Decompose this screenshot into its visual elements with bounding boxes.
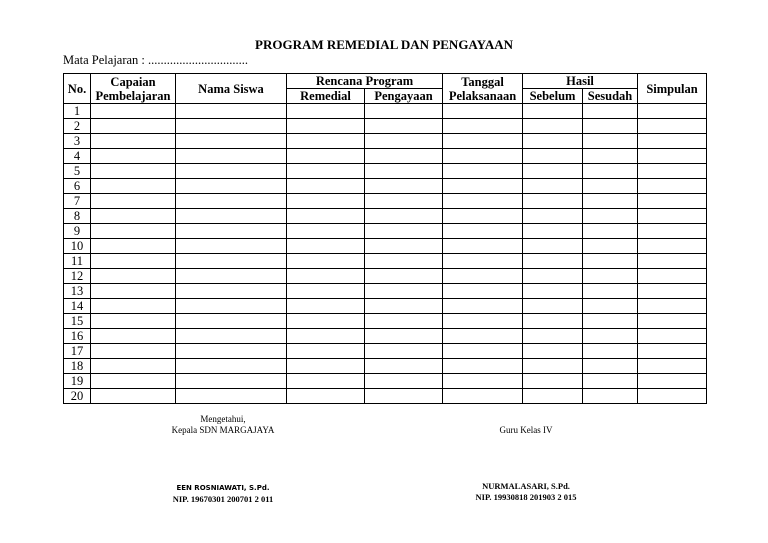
table-cell bbox=[443, 179, 523, 194]
table-cell bbox=[176, 209, 287, 224]
row-number: 17 bbox=[64, 344, 91, 359]
table-cell bbox=[91, 359, 176, 374]
table-row bbox=[64, 239, 707, 254]
table-cell bbox=[287, 329, 365, 344]
left-signature-block bbox=[143, 414, 303, 436]
row-number: 15 bbox=[64, 314, 91, 329]
table-row bbox=[64, 224, 707, 239]
table-cell bbox=[91, 134, 176, 149]
row-number: 6 bbox=[64, 179, 91, 194]
header-capaian bbox=[91, 74, 176, 104]
header-sesudah: Sesudah bbox=[583, 89, 638, 104]
table-cell bbox=[287, 299, 365, 314]
table-cell bbox=[523, 299, 583, 314]
row-number: 3 bbox=[64, 134, 91, 149]
table-cell bbox=[638, 164, 707, 179]
table-row bbox=[64, 149, 707, 164]
table-cell bbox=[91, 224, 176, 239]
table-cell bbox=[91, 164, 176, 179]
table-cell bbox=[583, 194, 638, 209]
table-cell bbox=[523, 179, 583, 194]
table-cell bbox=[365, 329, 443, 344]
table-cell bbox=[638, 284, 707, 299]
table-cell bbox=[583, 254, 638, 269]
table-row bbox=[64, 269, 707, 284]
table-cell bbox=[523, 314, 583, 329]
table-cell bbox=[523, 329, 583, 344]
table-cell bbox=[287, 164, 365, 179]
table-cell bbox=[583, 329, 638, 344]
table-cell bbox=[523, 344, 583, 359]
table-row bbox=[64, 134, 707, 149]
table-cell bbox=[583, 104, 638, 119]
table-cell bbox=[287, 314, 365, 329]
table-cell bbox=[523, 224, 583, 239]
document-title: PROGRAM REMEDIAL DAN PENGAYAAN bbox=[255, 37, 513, 52]
row-number: 5 bbox=[64, 164, 91, 179]
header-tanggal-line2: Pelaksanaan bbox=[448, 88, 517, 103]
table-cell bbox=[176, 194, 287, 209]
table-cell bbox=[91, 149, 176, 164]
table-cell bbox=[638, 314, 707, 329]
table-cell bbox=[583, 239, 638, 254]
row-number: 10 bbox=[64, 239, 91, 254]
table-cell bbox=[365, 164, 443, 179]
table-cell bbox=[365, 239, 443, 254]
table-cell bbox=[443, 209, 523, 224]
table-cell bbox=[443, 329, 523, 344]
table-cell bbox=[176, 314, 287, 329]
table-cell bbox=[91, 269, 176, 284]
table-cell bbox=[523, 389, 583, 404]
table-row bbox=[64, 104, 707, 119]
table-cell bbox=[365, 134, 443, 149]
table-cell bbox=[287, 194, 365, 209]
table-cell bbox=[91, 284, 176, 299]
table-cell bbox=[91, 299, 176, 314]
table-cell bbox=[365, 284, 443, 299]
table-cell bbox=[91, 254, 176, 269]
table-cell bbox=[583, 179, 638, 194]
table-cell bbox=[638, 119, 707, 134]
row-number: 7 bbox=[64, 194, 91, 209]
table-cell bbox=[176, 329, 287, 344]
header-hasil: Hasil bbox=[523, 74, 638, 89]
table-cell bbox=[91, 239, 176, 254]
table-row bbox=[64, 254, 707, 269]
table-cell bbox=[365, 359, 443, 374]
table-cell bbox=[443, 344, 523, 359]
table-cell bbox=[443, 224, 523, 239]
table-cell bbox=[287, 104, 365, 119]
table-cell bbox=[91, 314, 176, 329]
right-signature-names bbox=[436, 481, 616, 503]
table-cell bbox=[523, 374, 583, 389]
table-cell bbox=[583, 119, 638, 134]
table-cell bbox=[365, 314, 443, 329]
row-number: 9 bbox=[64, 224, 91, 239]
table-row bbox=[64, 314, 707, 329]
table-cell bbox=[91, 389, 176, 404]
table-row bbox=[64, 179, 707, 194]
table-cell bbox=[583, 314, 638, 329]
left-signature-name: EEN ROSNIAWATI, S.Pd. bbox=[176, 484, 270, 492]
row-number: 18 bbox=[64, 359, 91, 374]
table-cell bbox=[176, 374, 287, 389]
table-cell bbox=[638, 269, 707, 284]
table-cell bbox=[443, 149, 523, 164]
table-cell bbox=[638, 134, 707, 149]
table-cell bbox=[287, 254, 365, 269]
table-cell bbox=[365, 389, 443, 404]
table-cell bbox=[638, 329, 707, 344]
table-cell bbox=[287, 224, 365, 239]
left-signature-names bbox=[133, 483, 313, 505]
table-cell bbox=[176, 224, 287, 239]
table-row bbox=[64, 359, 707, 374]
table-cell bbox=[287, 179, 365, 194]
table-cell bbox=[638, 239, 707, 254]
table-cell bbox=[176, 119, 287, 134]
table-cell bbox=[583, 134, 638, 149]
table-cell bbox=[443, 359, 523, 374]
header-rencana-program: Rencana Program bbox=[287, 74, 443, 89]
header-capaian-line1: Capaian bbox=[110, 74, 156, 89]
table-cell bbox=[638, 194, 707, 209]
table-cell bbox=[523, 194, 583, 209]
table-row bbox=[64, 299, 707, 314]
row-number: 14 bbox=[64, 299, 91, 314]
right-signature-name: NURMALASARI, S.Pd. bbox=[482, 481, 570, 491]
table-cell bbox=[365, 224, 443, 239]
table-row bbox=[64, 284, 707, 299]
table-cell bbox=[638, 359, 707, 374]
table-cell bbox=[287, 344, 365, 359]
table-cell bbox=[287, 359, 365, 374]
table-cell bbox=[583, 149, 638, 164]
header-sebelum: Sebelum bbox=[523, 89, 583, 104]
table-cell bbox=[287, 134, 365, 149]
table-row bbox=[64, 344, 707, 359]
header-tanggal bbox=[443, 74, 523, 104]
table-cell bbox=[91, 329, 176, 344]
table-row bbox=[64, 164, 707, 179]
header-nama-siswa: Nama Siswa bbox=[176, 74, 287, 104]
table-cell bbox=[443, 374, 523, 389]
header-pengayaan: Pengayaan bbox=[365, 89, 443, 104]
table-cell bbox=[176, 359, 287, 374]
table-cell bbox=[583, 164, 638, 179]
table-cell bbox=[443, 134, 523, 149]
table-cell bbox=[523, 149, 583, 164]
table-cell bbox=[583, 344, 638, 359]
table-cell bbox=[91, 209, 176, 224]
table-cell bbox=[443, 299, 523, 314]
table-cell bbox=[443, 164, 523, 179]
row-number: 8 bbox=[64, 209, 91, 224]
table-cell bbox=[583, 374, 638, 389]
table-cell bbox=[365, 179, 443, 194]
table-row bbox=[64, 329, 707, 344]
table-cell bbox=[91, 344, 176, 359]
table-cell bbox=[365, 104, 443, 119]
left-signature-label2: Kepala SDN MARGAJAYA bbox=[171, 425, 275, 435]
table-cell bbox=[523, 209, 583, 224]
table-cell bbox=[523, 284, 583, 299]
left-signature-label1: Mengetahui, bbox=[200, 414, 246, 424]
table-cell bbox=[287, 149, 365, 164]
table-cell bbox=[176, 164, 287, 179]
left-signature-nip: NIP. 19670301 200701 2 011 bbox=[172, 494, 274, 504]
table-cell bbox=[91, 119, 176, 134]
table-cell bbox=[176, 284, 287, 299]
table-row bbox=[64, 389, 707, 404]
table-cell bbox=[523, 134, 583, 149]
table-cell bbox=[91, 179, 176, 194]
table-cell bbox=[287, 269, 365, 284]
table-cell bbox=[176, 149, 287, 164]
table-cell bbox=[287, 239, 365, 254]
table-cell bbox=[583, 359, 638, 374]
table-cell bbox=[523, 239, 583, 254]
row-number: 20 bbox=[64, 389, 91, 404]
table-cell bbox=[443, 269, 523, 284]
table-cell bbox=[443, 239, 523, 254]
table-cell bbox=[638, 149, 707, 164]
table-cell bbox=[176, 299, 287, 314]
table-cell bbox=[365, 119, 443, 134]
table-cell bbox=[638, 389, 707, 404]
table-cell bbox=[176, 389, 287, 404]
table-cell bbox=[638, 299, 707, 314]
row-number: 12 bbox=[64, 269, 91, 284]
row-number: 19 bbox=[64, 374, 91, 389]
table-cell bbox=[583, 224, 638, 239]
table-cell bbox=[443, 284, 523, 299]
remedial-table bbox=[63, 73, 707, 404]
table-cell bbox=[365, 149, 443, 164]
row-number: 4 bbox=[64, 149, 91, 164]
table-row bbox=[64, 119, 707, 134]
table-cell bbox=[287, 284, 365, 299]
table-cell bbox=[638, 209, 707, 224]
header-no: No. bbox=[64, 74, 91, 104]
table-body bbox=[64, 104, 707, 404]
header-capaian-line2: Pembelajaran bbox=[95, 88, 171, 103]
header-tanggal-line1: Tanggal bbox=[461, 74, 504, 89]
subject-line: Mata Pelajaran : ................................ bbox=[63, 53, 249, 67]
right-signature-nip: NIP. 19930818 201903 2 015 bbox=[475, 492, 577, 502]
row-number: 2 bbox=[64, 119, 91, 134]
table-cell bbox=[583, 209, 638, 224]
row-number: 11 bbox=[64, 254, 91, 269]
table-cell bbox=[287, 374, 365, 389]
table-cell bbox=[91, 374, 176, 389]
table-cell bbox=[443, 389, 523, 404]
table-cell bbox=[91, 104, 176, 119]
table-cell bbox=[523, 269, 583, 284]
table-cell bbox=[443, 314, 523, 329]
row-number: 13 bbox=[64, 284, 91, 299]
table-cell bbox=[523, 104, 583, 119]
table-cell bbox=[443, 194, 523, 209]
table-cell bbox=[91, 194, 176, 209]
right-signature-label: Guru Kelas IV bbox=[499, 425, 553, 435]
table-cell bbox=[365, 209, 443, 224]
table-cell bbox=[523, 254, 583, 269]
table-cell bbox=[176, 104, 287, 119]
table-cell bbox=[638, 374, 707, 389]
table-cell bbox=[523, 164, 583, 179]
header-remedial: Remedial bbox=[287, 89, 365, 104]
table-cell bbox=[176, 239, 287, 254]
table-cell bbox=[176, 254, 287, 269]
table-cell bbox=[523, 359, 583, 374]
table-cell bbox=[287, 389, 365, 404]
table-cell bbox=[365, 254, 443, 269]
table-cell bbox=[287, 119, 365, 134]
table-cell bbox=[583, 284, 638, 299]
table-cell bbox=[638, 224, 707, 239]
table-row bbox=[64, 194, 707, 209]
table-cell bbox=[523, 119, 583, 134]
table-cell bbox=[638, 344, 707, 359]
table-cell bbox=[638, 179, 707, 194]
table-cell bbox=[176, 269, 287, 284]
table-cell bbox=[365, 269, 443, 284]
table-cell bbox=[443, 119, 523, 134]
table-cell bbox=[583, 389, 638, 404]
table-cell bbox=[443, 104, 523, 119]
table-cell bbox=[365, 299, 443, 314]
table-cell bbox=[287, 209, 365, 224]
table-cell bbox=[176, 344, 287, 359]
row-number: 16 bbox=[64, 329, 91, 344]
table-cell bbox=[638, 104, 707, 119]
row-number: 1 bbox=[64, 104, 91, 119]
table-cell bbox=[176, 179, 287, 194]
table-cell bbox=[176, 134, 287, 149]
table-cell bbox=[443, 254, 523, 269]
table-cell bbox=[638, 254, 707, 269]
table-cell bbox=[365, 344, 443, 359]
table-cell bbox=[365, 374, 443, 389]
table-row bbox=[64, 209, 707, 224]
table-cell bbox=[583, 299, 638, 314]
header-simpulan: Simpulan bbox=[638, 74, 707, 104]
table-cell bbox=[583, 269, 638, 284]
table-cell bbox=[365, 194, 443, 209]
table-row bbox=[64, 374, 707, 389]
